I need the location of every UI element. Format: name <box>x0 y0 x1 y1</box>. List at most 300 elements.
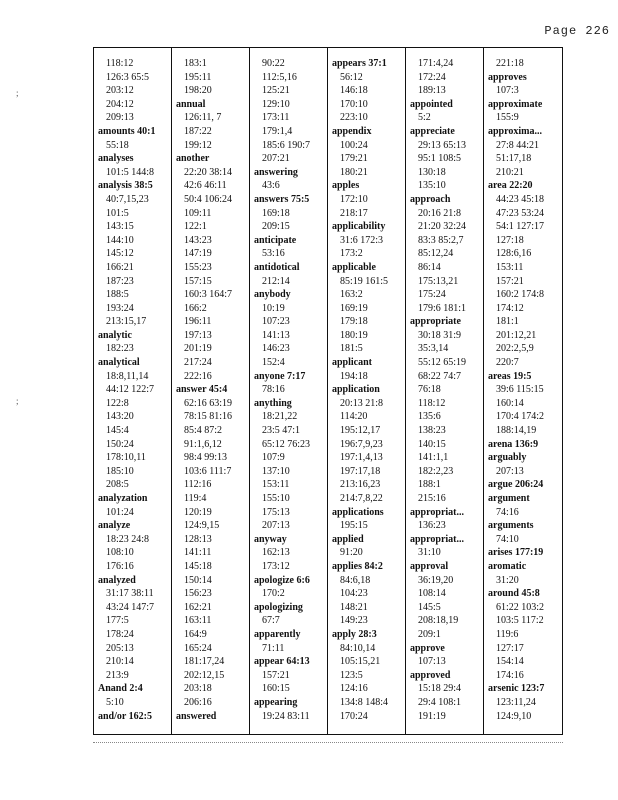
page-reference: 78:15 81:16 <box>184 411 233 423</box>
index-term: answered <box>176 710 217 722</box>
index-term: analyzed <box>98 574 136 586</box>
page-reference: 196:7,9,23 <box>340 438 383 450</box>
page-reference: 43:24 147:7 <box>106 601 155 613</box>
page-reference: 179:18 <box>340 316 368 328</box>
page-reference: 146:18 <box>340 85 368 97</box>
page-reference: 5:10 <box>106 696 124 708</box>
page-reference: 84:10,14 <box>340 642 376 654</box>
page-reference: 108:10 <box>106 547 134 559</box>
index-term: analytical <box>98 357 140 369</box>
index-term: arguments <box>488 520 534 532</box>
page-reference: 31:10 <box>418 547 441 559</box>
index-term: approval <box>410 560 449 572</box>
index-term: Anand 2:4 <box>98 683 143 695</box>
index-term: amounts 40:1 <box>98 125 156 137</box>
page-reference: 197:13 <box>184 329 212 341</box>
page-reference: 145:4 <box>106 425 129 437</box>
page-reference: 84:6,18 <box>340 574 371 586</box>
page-reference: 90:22 <box>262 58 285 69</box>
page-reference: 114:20 <box>340 411 368 423</box>
index-term: anything <box>254 397 292 409</box>
index-term: apologize 6:6 <box>254 574 310 586</box>
page-reference: 65:12 76:23 <box>262 438 311 450</box>
index-term: applicability <box>332 221 386 233</box>
page-reference: 141:13 <box>262 329 290 341</box>
page-reference: 118:12 <box>418 397 446 409</box>
index-term: areas 19:5 <box>488 370 532 382</box>
page-reference: 212:14 <box>262 275 290 287</box>
page-reference: 201:12,21 <box>496 329 537 341</box>
page-reference: 191:19 <box>418 710 446 722</box>
page-reference: 143:15 <box>106 221 134 233</box>
index-term: arguably <box>488 452 527 464</box>
page-reference: 213:16,23 <box>340 479 381 491</box>
index-column-3 <box>250 48 328 734</box>
page-reference: 104:23 <box>340 588 368 600</box>
page-reference: 125:21 <box>262 85 290 97</box>
page-reference: 129:10 <box>262 98 290 110</box>
page-reference: 199:12 <box>184 139 212 151</box>
page-reference: 22:20 38:14 <box>184 166 233 178</box>
page-reference: 123:11,24 <box>496 696 536 708</box>
index-term: anybody <box>254 289 291 301</box>
page-reference: 122:1 <box>184 221 207 233</box>
page-reference: 181:17,24 <box>184 656 225 668</box>
page-reference: 153:11 <box>262 479 290 491</box>
page-reference: 193:24 <box>106 302 134 314</box>
index-term: approves <box>488 71 527 83</box>
page-reference: 174:16 <box>496 669 524 681</box>
page-reference: 157:15 <box>184 275 212 287</box>
page-reference: 175:13,21 <box>418 275 459 287</box>
page-reference: 201:19 <box>184 343 212 355</box>
index-term: another <box>176 153 210 165</box>
page-reference: 180:19 <box>340 329 368 341</box>
index-term: answers 75:5 <box>254 193 310 205</box>
page-reference: 213:15,17 <box>106 316 147 328</box>
index-term: arsenic 123:7 <box>488 683 545 695</box>
page-reference: 119:4 <box>184 493 207 504</box>
page-reference: 202:2,5,9 <box>496 343 534 355</box>
index-column-6 <box>484 48 562 734</box>
page-reference: 128:13 <box>184 533 212 545</box>
page-reference: 196:11 <box>184 316 212 328</box>
margin-mark: ; <box>16 396 19 406</box>
page-reference: 101:5 144:8 <box>106 166 155 178</box>
index-term: answer 45:4 <box>176 384 228 396</box>
page-reference: 68:22 74:7 <box>418 370 462 382</box>
page-reference: 180:21 <box>340 166 368 178</box>
page-reference: 195:11 <box>184 71 212 83</box>
page-reference: 107:3 <box>496 85 519 97</box>
page-reference: 172:24 <box>418 71 446 83</box>
page-reference: 163:11 <box>184 615 212 627</box>
page-reference: 103:6 111:7 <box>184 465 232 477</box>
page-reference: 170:4 174:2 <box>496 411 545 423</box>
page-reference: 183:1 <box>184 58 207 69</box>
page-reference: 39:6 115:15 <box>496 384 544 396</box>
index-term: aromatic <box>488 560 527 572</box>
bottom-rule <box>93 742 563 743</box>
index-term: appropriat... <box>410 506 464 518</box>
page-reference: 148:21 <box>340 601 368 613</box>
page-reference: 78:16 <box>262 384 285 396</box>
page-reference: 101:24 <box>106 506 134 518</box>
page-reference: 204:12 <box>106 98 134 110</box>
index-term: approximate <box>488 98 543 110</box>
page-reference: 140:15 <box>418 438 446 450</box>
page-reference: 123:5 <box>340 669 363 681</box>
page-reference: 198:20 <box>184 85 212 97</box>
page-reference: 166:2 <box>184 302 207 314</box>
index-term: apparently <box>254 628 301 640</box>
page-reference: 143:23 <box>184 234 212 246</box>
index-term: analysis 38:5 <box>98 180 153 192</box>
index-term: approxima... <box>488 125 542 137</box>
page-reference: 50:4 106:24 <box>184 193 233 205</box>
page-reference: 178:10,11 <box>106 452 146 464</box>
index-term: apologizing <box>254 601 303 613</box>
page-reference: 15:18 29:4 <box>418 683 462 695</box>
page-reference: 170:2 <box>262 588 285 600</box>
index-table <box>93 47 563 735</box>
page-reference: 74:16 <box>496 506 519 518</box>
page-reference: 203:12 <box>106 85 134 97</box>
index-column-1 <box>94 48 172 734</box>
page-reference: 126:3 65:5 <box>106 71 150 83</box>
page-reference: 155:10 <box>262 493 290 504</box>
page-reference: 217:24 <box>184 357 212 369</box>
page-reference: 162:21 <box>184 601 212 613</box>
page-reference: 61:22 103:2 <box>496 601 545 613</box>
index-column-2 <box>172 48 250 734</box>
page-reference: 107:13 <box>418 656 446 668</box>
page-reference: 222:16 <box>184 370 212 382</box>
page-reference: 175:24 <box>418 289 446 301</box>
page-reference: 146:23 <box>262 343 290 355</box>
page-reference: 122:8 <box>106 397 129 409</box>
page-reference: 108:14 <box>418 588 446 600</box>
index-term: appears 37:1 <box>332 58 387 69</box>
index-term: appointed <box>410 98 453 110</box>
index-term: around 45:8 <box>488 588 540 600</box>
index-term: analytic <box>98 329 132 341</box>
page-reference: 135:6 <box>418 411 441 423</box>
page-reference: 137:10 <box>262 465 290 477</box>
page-reference: 195:15 <box>340 520 368 532</box>
index-term: apply 28:3 <box>332 628 377 640</box>
page-reference: 162:13 <box>262 547 290 559</box>
page-reference: 208:5 <box>106 479 129 491</box>
page-reference: 20:16 21:8 <box>418 207 462 219</box>
page-reference: 44:23 45:18 <box>496 193 545 205</box>
page-reference: 215:16 <box>418 493 446 504</box>
page-reference: 127:18 <box>496 234 524 246</box>
page-reference: 203:18 <box>184 683 212 695</box>
page-reference: 47:23 53:24 <box>496 207 545 219</box>
page-reference: 214:7,8,22 <box>340 493 383 504</box>
page-reference: 153:11 <box>496 261 524 273</box>
page-reference: 109:11 <box>184 207 212 219</box>
page-number: Page 226 <box>544 24 610 38</box>
page-reference: 185:10 <box>106 465 134 477</box>
page-reference: 179:1,4 <box>262 125 293 137</box>
page-reference: 105:15,21 <box>340 656 381 668</box>
page-reference: 147:19 <box>184 248 212 260</box>
page-reference: 55:18 <box>106 139 129 151</box>
page-reference: 209:13 <box>106 112 134 124</box>
page-reference: 157:21 <box>496 275 524 287</box>
page-reference: 213:9 <box>106 669 129 681</box>
page-reference: 127:17 <box>496 642 524 654</box>
page-reference: 202:12,15 <box>184 669 225 681</box>
page-reference: 67:7 <box>262 615 280 627</box>
page-reference: 188:1 <box>418 479 441 491</box>
index-term: appear 64:13 <box>254 656 310 668</box>
page-reference: 187:23 <box>106 275 134 287</box>
page-reference: 20:13 21:8 <box>340 397 384 409</box>
index-column-4 <box>328 48 406 734</box>
page-reference: 152:4 <box>262 357 285 369</box>
page-reference: 160:3 164:7 <box>184 289 233 301</box>
index-term: appearing <box>254 696 298 708</box>
page-reference: 134:8 148:4 <box>340 696 389 708</box>
index-term: applications <box>332 506 384 518</box>
page-reference: 100:24 <box>340 139 368 151</box>
page-reference: 85:12,24 <box>418 248 454 260</box>
page-reference: 85:19 161:5 <box>340 275 389 287</box>
page-reference: 173:2 <box>340 248 363 260</box>
page-reference: 62:16 63:19 <box>184 397 233 409</box>
page-reference: 101:5 <box>106 207 129 219</box>
page-reference: 160:15 <box>262 683 290 695</box>
page-reference: 169:18 <box>262 207 290 219</box>
page-reference: 31:6 172:3 <box>340 234 384 246</box>
margin-mark: ; <box>16 88 19 98</box>
page-reference: 197:17,18 <box>340 465 381 477</box>
page-reference: 135:10 <box>418 180 446 192</box>
index-term: applicable <box>332 261 376 273</box>
page-reference: 145:18 <box>184 560 212 572</box>
index-term: analyzation <box>98 493 148 504</box>
page-reference: 175:13 <box>262 506 290 518</box>
page-reference: 223:10 <box>340 112 368 124</box>
page-reference: 124:16 <box>340 683 368 695</box>
page-reference: 126:11, 7 <box>184 112 222 124</box>
page-reference: 118:12 <box>106 58 134 69</box>
page-reference: 107:23 <box>262 316 290 328</box>
page-reference: 51:17,18 <box>496 153 532 165</box>
page-reference: 179:21 <box>340 153 368 165</box>
index-term: apples <box>332 180 360 192</box>
page-reference: 172:10 <box>340 193 368 205</box>
page-reference: 173:12 <box>262 560 290 572</box>
page-reference: 43:6 <box>262 180 280 192</box>
page-reference: 163:2 <box>340 289 363 301</box>
index-term: anticipate <box>254 234 297 246</box>
page-reference: 31:17 38:11 <box>106 588 154 600</box>
page-reference: 5:2 <box>418 112 431 124</box>
page-reference: 181:1 <box>496 316 519 328</box>
index-column-5 <box>406 48 484 734</box>
page-reference: 218:17 <box>340 207 368 219</box>
page-reference: 206:16 <box>184 696 212 708</box>
page-reference: 195:12,17 <box>340 425 381 437</box>
index-term: approve <box>410 642 445 654</box>
index-term: appropriat... <box>410 533 464 545</box>
page-reference: 18:21,22 <box>262 411 298 423</box>
page-reference: 83:3 85:2,7 <box>418 234 464 246</box>
page-reference: 36:19,20 <box>418 574 454 586</box>
index-term: arena 136:9 <box>488 438 539 450</box>
page-reference: 130:18 <box>418 166 446 178</box>
page-reference: 29:4 108:1 <box>418 696 462 708</box>
page-reference: 160:2 174:8 <box>496 289 545 301</box>
page-reference: 155:23 <box>184 261 212 273</box>
page-reference: 178:24 <box>106 628 134 640</box>
page-reference: 185:6 190:7 <box>262 139 311 151</box>
page-reference: 155:9 <box>496 112 519 124</box>
page-reference: 124:9,10 <box>496 710 532 722</box>
index-term: area 22:20 <box>488 180 533 192</box>
page-reference: 181:5 <box>340 343 363 355</box>
index-term: argument <box>488 493 530 504</box>
page-reference: 221:18 <box>496 58 524 69</box>
index-term: and/or 162:5 <box>98 710 152 722</box>
page-reference: 145:12 <box>106 248 134 260</box>
page-reference: 91:20 <box>340 547 363 559</box>
page-reference: 74:10 <box>496 533 519 545</box>
index-term: application <box>332 384 380 396</box>
index-term: answering <box>254 166 298 178</box>
page-reference: 177:5 <box>106 615 129 627</box>
page-reference: 209:1 <box>418 628 441 640</box>
page-reference: 91:1,6,12 <box>184 438 222 450</box>
index-term: appropriate <box>410 316 461 328</box>
index-term: antidotical <box>254 261 300 273</box>
page-reference: 207:13 <box>496 465 524 477</box>
page-reference: 179:6 181:1 <box>418 302 467 314</box>
page-reference: 124:9,15 <box>184 520 220 532</box>
page-reference: 85:4 87:2 <box>184 425 223 437</box>
page-reference: 187:22 <box>184 125 212 137</box>
page-reference: 44:12 122:7 <box>106 384 155 396</box>
page-reference: 174:12 <box>496 302 524 314</box>
page-reference: 76:18 <box>418 384 441 396</box>
page-reference: 56:12 <box>340 71 363 83</box>
page-reference: 53:16 <box>262 248 285 260</box>
page-reference: 23:5 47:1 <box>262 425 301 437</box>
page-reference: 98:4 99:13 <box>184 452 228 464</box>
page-reference: 42:6 46:11 <box>184 180 227 192</box>
index-term: annual <box>176 98 206 110</box>
page-reference: 54:1 127:17 <box>496 221 545 233</box>
page-reference: 107:9 <box>262 452 285 464</box>
index-term: applied <box>332 533 364 545</box>
page-reference: 29:13 65:13 <box>418 139 467 151</box>
page-reference: 157:21 <box>262 669 290 681</box>
page-reference: 40:7,15,23 <box>106 193 149 205</box>
page-reference: 207:21 <box>262 153 290 165</box>
page-reference: 71:11 <box>262 642 285 654</box>
page-reference: 35:3,14 <box>418 343 449 355</box>
page-reference: 119:6 <box>496 628 519 640</box>
index-term: appendix <box>332 125 372 137</box>
index-term: applies 84:2 <box>332 560 383 572</box>
page-reference: 21:20 32:24 <box>418 221 467 233</box>
page-reference: 128:6,16 <box>496 248 532 260</box>
page-reference: 166:21 <box>106 261 134 273</box>
index-term: anyone 7:17 <box>254 370 306 382</box>
index-term: analyses <box>98 153 134 165</box>
page-reference: 103:5 117:2 <box>496 615 544 627</box>
page-reference: 136:23 <box>418 520 446 532</box>
page-reference: 55:12 65:19 <box>418 357 467 369</box>
page-reference: 141:11 <box>184 547 212 559</box>
page-reference: 27:8 44:21 <box>496 139 540 151</box>
index-term: approved <box>410 669 451 681</box>
page-reference: 188:14,19 <box>496 425 537 437</box>
page-reference: 208:18,19 <box>418 615 459 627</box>
page-reference: 165:24 <box>184 642 212 654</box>
page-reference: 150:14 <box>184 574 212 586</box>
page-reference: 205:13 <box>106 642 134 654</box>
page-reference: 112:5,16 <box>262 71 297 83</box>
page-reference: 112:16 <box>184 479 212 491</box>
page-reference: 170:24 <box>340 710 368 722</box>
page-reference: 176:16 <box>106 560 134 572</box>
index-term: applicant <box>332 357 373 369</box>
index-term: appreciate <box>410 125 455 137</box>
page-reference: 170:10 <box>340 98 368 110</box>
page-reference: 19:24 83:11 <box>262 710 310 722</box>
page-reference: 182:2,23 <box>418 465 454 477</box>
page-reference: 150:24 <box>106 438 134 450</box>
page-reference: 210:14 <box>106 656 134 668</box>
page-reference: 141:1,1 <box>418 452 449 464</box>
page-reference: 189:13 <box>418 85 446 97</box>
page-reference: 197:1,4,13 <box>340 452 383 464</box>
page-reference: 145:5 <box>418 601 441 613</box>
page-reference: 144:10 <box>106 234 134 246</box>
page-reference: 210:21 <box>496 166 524 178</box>
page-reference: 209:15 <box>262 221 290 233</box>
page-reference: 143:20 <box>106 411 134 423</box>
page-reference: 160:14 <box>496 397 524 409</box>
page-reference: 164:9 <box>184 628 207 640</box>
page-reference: 31:20 <box>496 574 519 586</box>
page-reference: 10:19 <box>262 302 285 314</box>
page-reference: 18:8,11,14 <box>106 370 149 382</box>
page-reference: 171:4,24 <box>418 58 454 69</box>
page-reference: 220:7 <box>496 357 519 369</box>
page-reference: 18:23 24:8 <box>106 533 150 545</box>
page-reference: 188:5 <box>106 289 129 301</box>
index-term: argue 206:24 <box>488 479 544 491</box>
page-reference: 194:18 <box>340 370 368 382</box>
page-reference: 138:23 <box>418 425 446 437</box>
index-term: arises 177:19 <box>488 547 544 559</box>
index-term: analyze <box>98 520 131 532</box>
page-reference: 149:23 <box>340 615 368 627</box>
page-reference: 86:14 <box>418 261 441 273</box>
page-reference: 95:1 108:5 <box>418 153 462 165</box>
page-reference: 207:13 <box>262 520 290 532</box>
page-reference: 154:14 <box>496 656 524 668</box>
page-reference: 30:18 31:9 <box>418 329 462 341</box>
page-reference: 182:23 <box>106 343 134 355</box>
page-reference: 173:11 <box>262 112 290 124</box>
